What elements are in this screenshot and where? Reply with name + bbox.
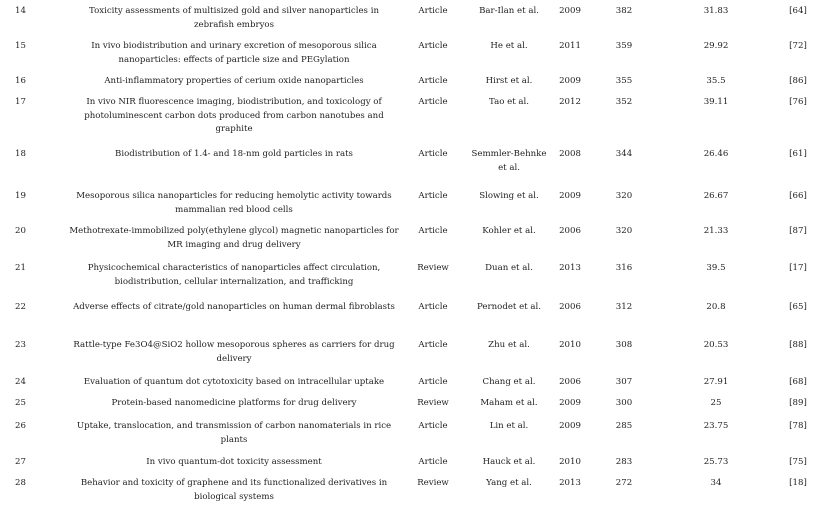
rank-cell: 28 — [15, 478, 26, 488]
author-cell: Duan et al. — [485, 263, 533, 273]
title-cell: Biodistribution of 1.4- and 18-nm gold particles in rats — [115, 149, 353, 159]
year-cell: 2011 — [559, 41, 581, 51]
title-cell: Physicochemical characteristics of nanoparticles affect circulation, biodistribution, cellular internalization, and trafficking — [87, 263, 381, 287]
citations-cell: 359 — [615, 41, 633, 51]
year-cell: 2009 — [559, 76, 581, 86]
reference-cell: [86] — [789, 76, 807, 86]
author-cell: Pernodet et al. — [477, 302, 541, 312]
author-cell: Tao et al. — [489, 97, 529, 107]
average-cell: 20.53 — [703, 340, 729, 350]
year-cell: 2006 — [559, 302, 581, 312]
reference-cell: [78] — [789, 421, 807, 431]
title-cell: In vivo biodistribution and urinary excretion of mesoporous silica nanoparticles: effects of particle size and PEGylation — [91, 41, 377, 65]
title-cell: Adverse effects of citrate/gold nanoparticles on human dermal fibroblasts — [73, 302, 395, 312]
rank-cell: 27 — [15, 457, 26, 467]
average-cell: 27.91 — [703, 377, 729, 387]
citations-cell: 320 — [615, 191, 633, 201]
reference-cell: [88] — [789, 340, 807, 350]
rank-cell: 24 — [15, 377, 26, 387]
title-cell: Evaluation of quantum dot cytotoxicity based on intracellular uptake — [83, 377, 385, 387]
year-cell: 2013 — [559, 263, 581, 273]
rank-cell: 18 — [15, 149, 26, 159]
year-cell: 2009 — [559, 191, 581, 201]
rank-cell: 20 — [15, 226, 26, 236]
average-cell: 26.67 — [703, 191, 729, 201]
type-cell: Article — [418, 421, 448, 431]
author-cell: Kohler et al. — [482, 226, 536, 236]
rank-cell: 17 — [15, 97, 26, 107]
citations-cell: 344 — [615, 149, 633, 159]
reference-cell: [72] — [789, 41, 807, 51]
title-cell: Anti-inflammatory properties of cerium oxide nanoparticles — [104, 76, 364, 86]
average-cell: 20.8 — [706, 302, 726, 312]
title-cell: Mesoporous silica nanoparticles for reducing hemolytic activity towards mammalian red blood cells — [76, 191, 392, 215]
reference-cell: [87] — [789, 226, 807, 236]
reference-cell: [89] — [789, 398, 807, 408]
reference-cell: [76] — [789, 97, 807, 107]
author-cell: Lin et al. — [489, 421, 529, 431]
rank-cell: 25 — [15, 398, 26, 408]
citations-cell: 320 — [615, 226, 633, 236]
citations-cell: 316 — [615, 263, 633, 273]
year-cell: 2006 — [559, 226, 581, 236]
author-cell: Semmler-Behnke et al. — [471, 149, 547, 173]
author-cell: Maham et al. — [480, 398, 538, 408]
average-cell: 26.46 — [703, 149, 729, 159]
rank-cell: 26 — [15, 421, 26, 431]
citations-cell: 283 — [615, 457, 633, 467]
rank-cell: 15 — [15, 41, 26, 51]
author-cell: Slowing et al. — [479, 191, 539, 201]
title-cell: In vivo quantum-dot toxicity assessment — [146, 457, 322, 467]
average-cell: 35.5 — [706, 76, 726, 86]
type-cell: Review — [417, 263, 449, 273]
author-cell: Chang et al. — [482, 377, 536, 387]
year-cell: 2008 — [559, 149, 581, 159]
title-cell: Methotrexate-immobilized poly(ethylene glycol) magnetic nanoparticles for MR imaging and drug delivery — [69, 226, 399, 250]
title-cell: Toxicity assessments of multisized gold and silver nanoparticles in zebrafish embryos — [89, 6, 379, 30]
average-cell: 39.5 — [706, 263, 726, 273]
type-cell: Article — [418, 149, 448, 159]
year-cell: 2010 — [559, 340, 581, 350]
type-cell: Article — [418, 41, 448, 51]
citations-cell: 355 — [615, 76, 633, 86]
type-cell: Article — [418, 302, 448, 312]
reference-cell: [18] — [789, 478, 807, 488]
reference-cell: [17] — [789, 263, 807, 273]
author-cell: Zhu et al. — [488, 340, 530, 350]
type-cell: Article — [418, 226, 448, 236]
citations-cell: 312 — [615, 302, 633, 312]
reference-cell: [68] — [789, 377, 807, 387]
author-cell: Bar-Ilan et al. — [479, 6, 539, 16]
year-cell: 2010 — [559, 457, 581, 467]
title-cell: In vivo NIR fluorescence imaging, biodistribution, and toxicology of photoluminescent carbon dots produced from carbon nanotubes and graphite — [84, 97, 384, 134]
rank-cell: 22 — [15, 302, 26, 312]
year-cell: 2013 — [559, 478, 581, 488]
reference-cell: [61] — [789, 149, 807, 159]
author-cell: He et al. — [490, 41, 528, 51]
reference-cell: [64] — [789, 6, 807, 16]
average-cell: 21.33 — [703, 226, 729, 236]
rank-cell: 16 — [15, 76, 26, 86]
year-cell: 2012 — [559, 97, 581, 107]
reference-cell: [65] — [789, 302, 807, 312]
average-cell: 31.83 — [703, 6, 729, 16]
citations-cell: 307 — [615, 377, 633, 387]
title-cell: Uptake, translocation, and transmission of carbon nanomaterials in rice plants — [76, 421, 392, 445]
rank-cell: 23 — [15, 340, 26, 350]
type-cell: Review — [417, 398, 449, 408]
reference-cell: [75] — [789, 457, 807, 467]
average-cell: 25.73 — [703, 457, 729, 467]
year-cell: 2009 — [559, 398, 581, 408]
average-cell: 29.92 — [703, 41, 729, 51]
average-cell: 39.11 — [703, 97, 729, 107]
author-cell: Hirst et al. — [485, 76, 533, 86]
title-cell: Behavior and toxicity of graphene and its functionalized derivatives in biological systems — [80, 478, 388, 502]
reference-cell: [66] — [789, 191, 807, 201]
type-cell: Article — [418, 97, 448, 107]
citations-cell: 308 — [615, 340, 633, 350]
year-cell: 2006 — [559, 377, 581, 387]
type-cell: Review — [417, 478, 449, 488]
type-cell: Article — [418, 191, 448, 201]
title-cell: Protein-based nanomedicine platforms for drug delivery — [111, 398, 357, 408]
type-cell: Article — [418, 340, 448, 350]
type-cell: Article — [418, 6, 448, 16]
year-cell: 2009 — [559, 421, 581, 431]
average-cell: 34 — [710, 478, 722, 488]
author-cell: Hauck et al. — [482, 457, 536, 467]
rank-cell: 19 — [15, 191, 26, 201]
citations-cell: 300 — [615, 398, 633, 408]
rank-cell: 21 — [15, 263, 26, 273]
author-cell: Yang et al. — [486, 478, 532, 488]
average-cell: 25 — [710, 398, 722, 408]
citations-cell: 285 — [615, 421, 633, 431]
citations-cell: 382 — [615, 6, 633, 16]
type-cell: Article — [418, 457, 448, 467]
type-cell: Article — [418, 76, 448, 86]
citations-cell: 272 — [615, 478, 633, 488]
title-cell: Rattle-type Fe3O4@SiO2 hollow mesoporous spheres as carriers for drug delivery — [73, 340, 395, 364]
citations-cell: 352 — [615, 97, 633, 107]
rank-cell: 14 — [15, 6, 26, 16]
average-cell: 23.75 — [703, 421, 729, 431]
type-cell: Article — [418, 377, 448, 387]
year-cell: 2009 — [559, 6, 581, 16]
